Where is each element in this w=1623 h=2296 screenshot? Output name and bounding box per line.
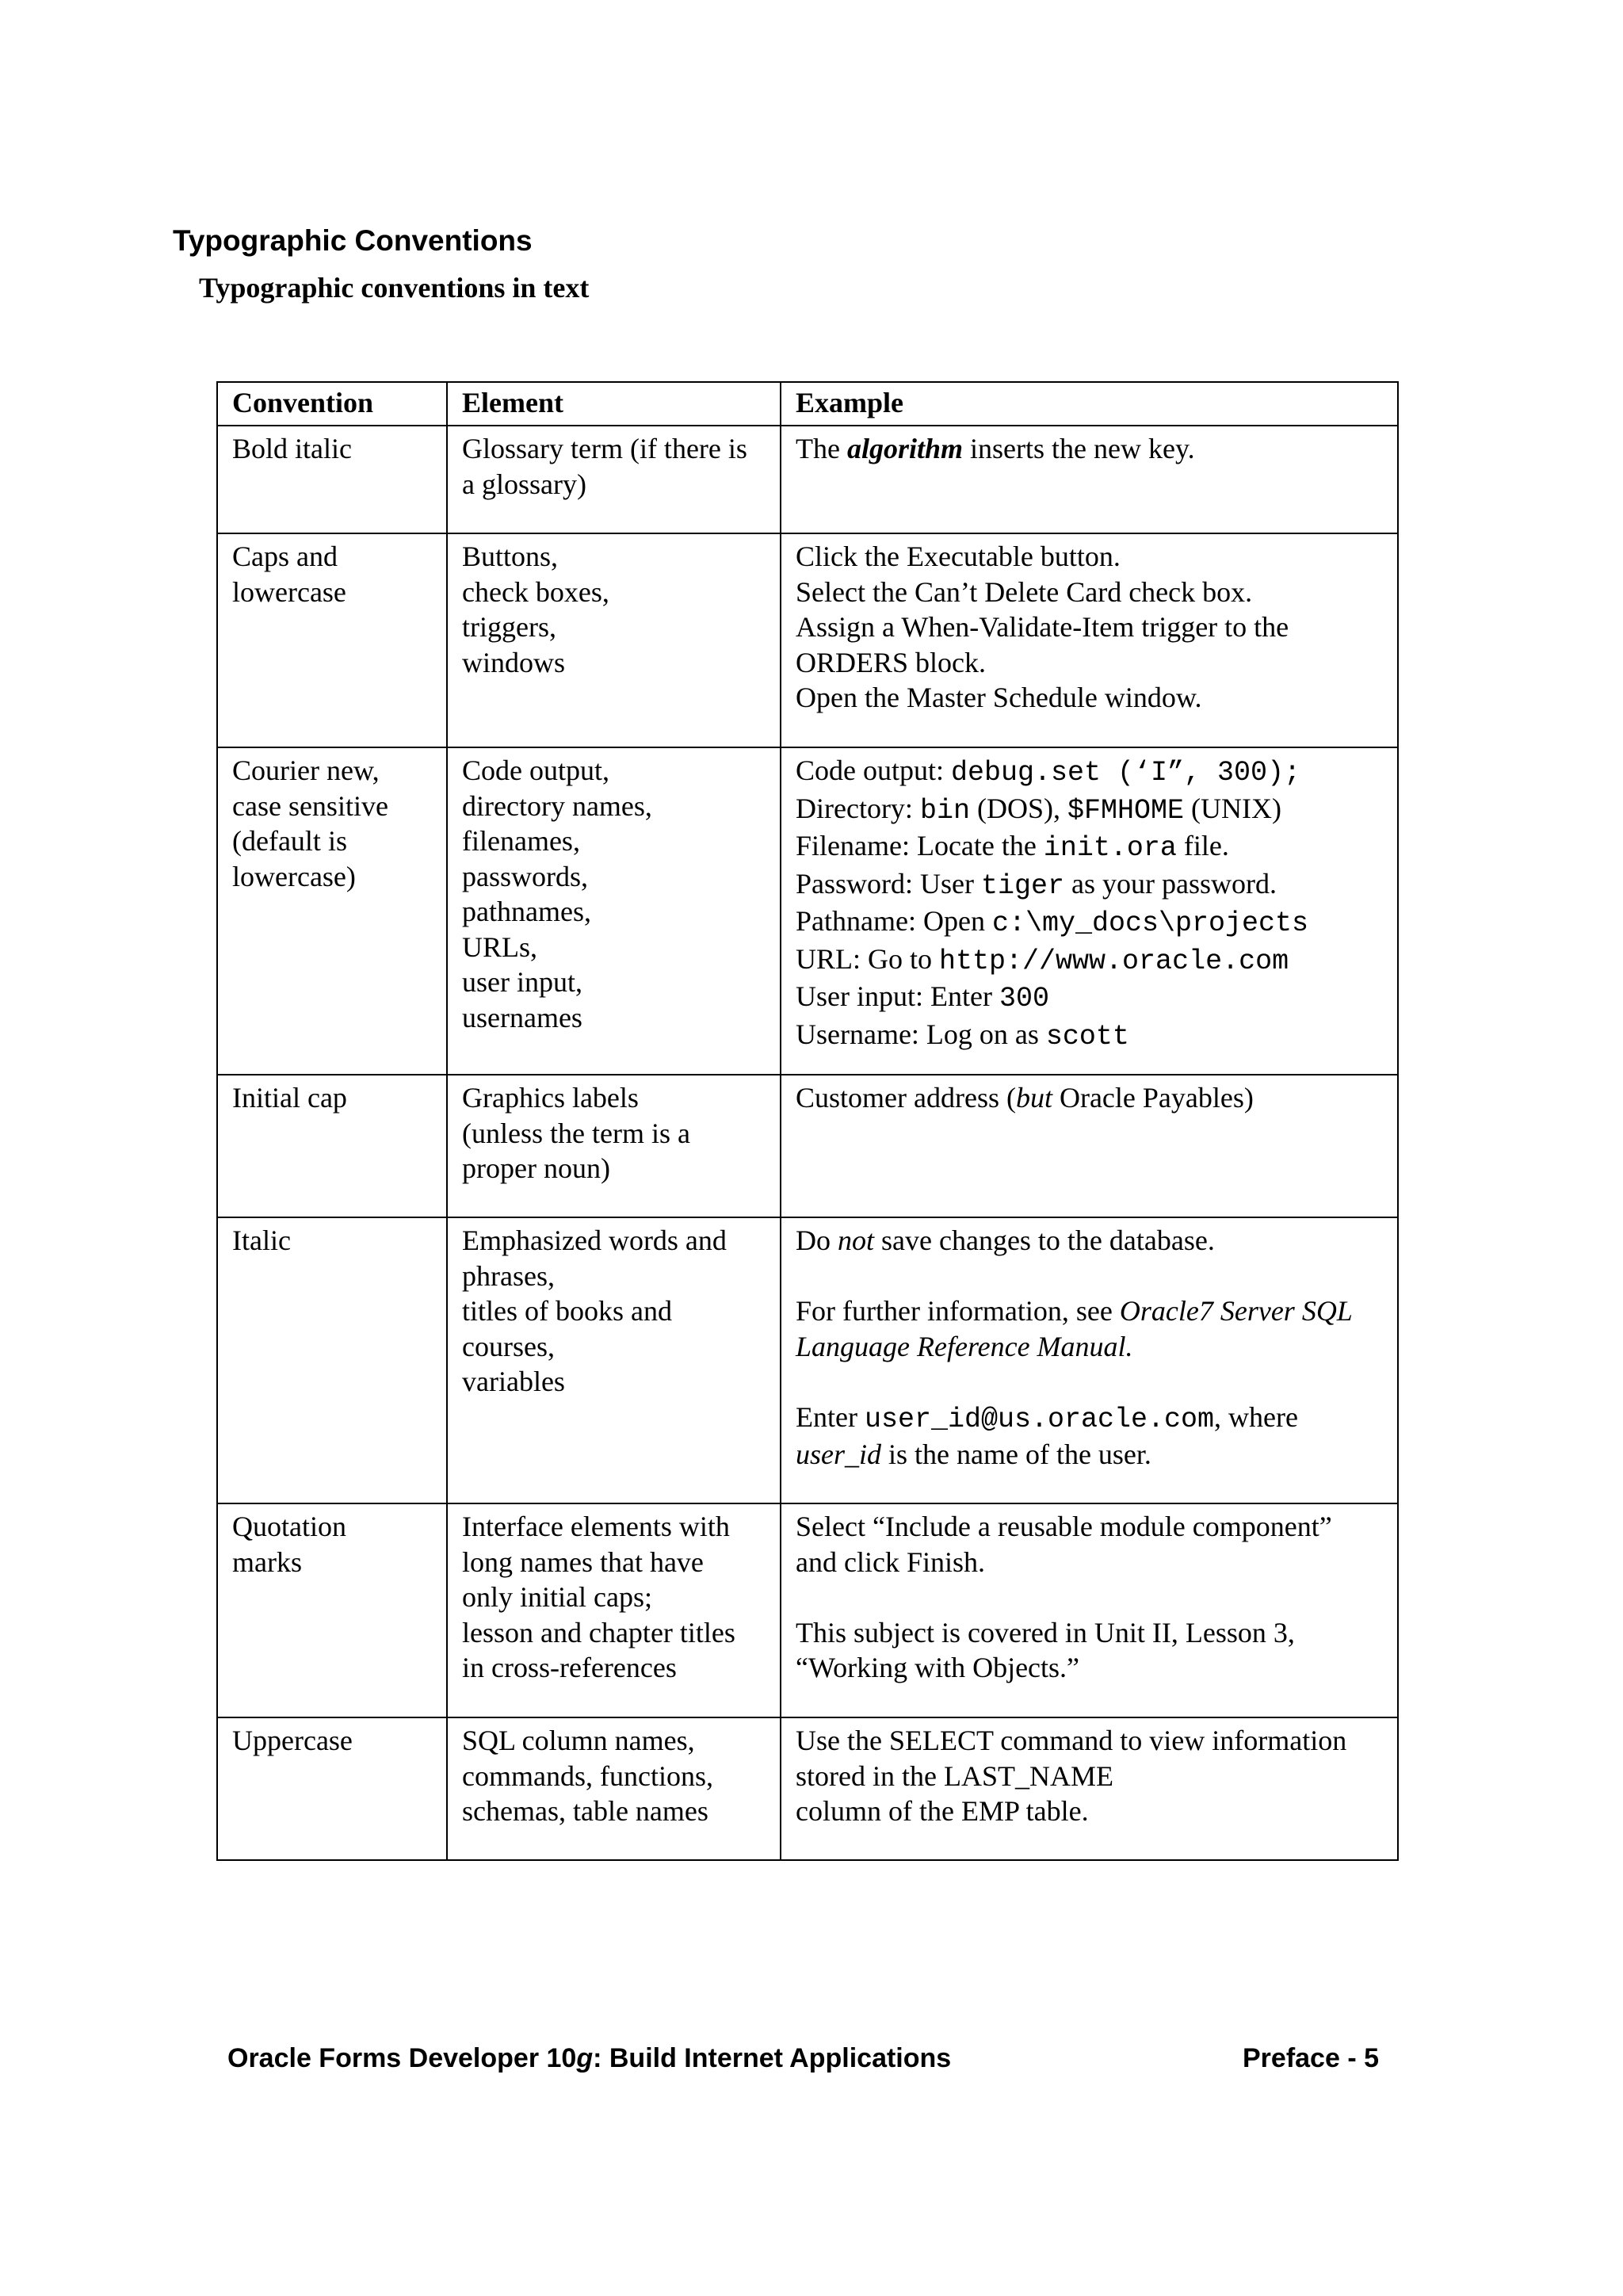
example-line — [796, 791, 1383, 829]
example-text: Password: User — [796, 867, 981, 900]
footer-title-pre: Oracle Forms Developer 10 — [227, 2043, 577, 2073]
table-row — [217, 426, 1398, 533]
convention-line: Italic — [232, 1224, 291, 1256]
code-text: init.ora — [1043, 832, 1177, 864]
example-line — [796, 1794, 1383, 1829]
example-text: For further information, see — [796, 1295, 1120, 1327]
example-line — [796, 1400, 1383, 1438]
convention-cell — [217, 1717, 447, 1860]
example-text: The — [796, 433, 847, 464]
example-line — [796, 866, 1383, 904]
example-text: stored in the LAST_NAME — [796, 1759, 1113, 1792]
example-text: column of the EMP table. — [796, 1795, 1089, 1827]
code-text: debug.set (‘I”, 300); — [951, 757, 1301, 789]
example-line — [796, 1437, 1383, 1473]
example-line — [796, 904, 1383, 942]
convention-line: Courier new, — [232, 755, 380, 786]
example-line — [796, 1017, 1383, 1055]
element-line: pathnames, — [462, 896, 591, 927]
example-line — [796, 539, 1383, 575]
example-cell — [781, 1503, 1398, 1717]
section-subheading: Typographic conventions in text — [199, 272, 590, 304]
convention-line: case sensitive — [232, 789, 388, 822]
convention-cell — [217, 1075, 447, 1217]
emphasis-text: but — [1015, 1082, 1052, 1114]
example-line — [796, 575, 1383, 610]
code-text: http://www.oracle.com — [939, 945, 1289, 977]
example-cell — [781, 747, 1398, 1075]
table-row — [217, 1075, 1398, 1217]
example-text: URL: Go to — [796, 942, 940, 975]
footer-title-italic: g — [576, 2043, 594, 2073]
element-line: Emphasized words and — [462, 1224, 727, 1256]
convention-line: marks — [232, 1545, 302, 1578]
table-body — [217, 426, 1398, 1860]
element-line: titles of books and — [462, 1295, 672, 1327]
element-line: passwords, — [462, 860, 588, 892]
example-text: This subject is covered in Unit II, Lesson 3, — [796, 1616, 1295, 1648]
example-line — [796, 753, 1383, 791]
example-line — [796, 1723, 1383, 1759]
convention-line: (default is — [232, 825, 347, 857]
element-line: lesson and chapter titles — [462, 1616, 735, 1648]
footer-title-post: : Build Internet Applications — [593, 2043, 952, 2073]
example-text: Assign a When-Validate-Item trigger to the — [796, 611, 1289, 643]
example-text: Enter — [796, 1400, 865, 1433]
example-line — [796, 942, 1383, 980]
example-text: , where — [1214, 1400, 1298, 1433]
example-text: Select the Can’t Delete Card check box. — [796, 575, 1253, 608]
footer-title — [227, 2042, 951, 2075]
example-text: “Working with Objects.” — [796, 1652, 1080, 1683]
element-cell — [447, 747, 781, 1075]
example-line — [796, 431, 1383, 467]
example-text: Do — [796, 1224, 838, 1256]
convention-cell — [217, 747, 447, 1075]
table-row — [217, 1217, 1398, 1503]
example-text: (DOS), — [969, 792, 1067, 824]
conventions-table — [216, 381, 1399, 1861]
example-text: Pathname: Open — [796, 905, 992, 937]
convention-line: lowercase — [232, 575, 346, 608]
element-line: long names that have — [462, 1545, 704, 1578]
element-line: commands, functions, — [462, 1759, 713, 1792]
table-header-row — [217, 382, 1398, 426]
example-line — [796, 828, 1383, 866]
example-cell — [781, 533, 1398, 747]
example-text: Customer address ( — [796, 1082, 1016, 1114]
element-line: windows — [462, 646, 566, 678]
example-text: inserts the new key. — [963, 433, 1195, 464]
convention-line: Initial cap — [232, 1082, 347, 1114]
example-line — [796, 1329, 1383, 1365]
header-example: Example — [781, 382, 1398, 426]
table-row — [217, 1503, 1398, 1717]
element-line: triggers, — [462, 611, 556, 643]
example-gap — [796, 1259, 1383, 1294]
example-text: Oracle Payables) — [1052, 1082, 1254, 1114]
emphasis-text: algorithm — [846, 433, 964, 464]
example-text: Select “Include a reusable module component” — [796, 1511, 1332, 1542]
convention-cell — [217, 533, 447, 747]
example-line — [796, 609, 1383, 645]
code-text: user_id@us.oracle.com — [864, 1403, 1215, 1435]
example-line — [796, 1650, 1383, 1686]
element-line: Code output, — [462, 755, 609, 786]
example-text: and click Finish. — [796, 1545, 985, 1578]
header-element: Element — [447, 382, 781, 426]
example-text: User input: Enter — [796, 980, 999, 1012]
convention-line: lowercase) — [232, 860, 356, 892]
element-line: Graphics labels — [462, 1082, 639, 1114]
element-line: URLs, — [462, 930, 538, 963]
element-line: check boxes, — [462, 575, 609, 608]
convention-cell — [217, 1217, 447, 1503]
element-line: SQL column names, — [462, 1725, 695, 1756]
example-line — [796, 1759, 1383, 1794]
code-text: $FMHOME — [1067, 794, 1184, 827]
element-cell — [447, 1217, 781, 1503]
example-text: Code output: — [796, 755, 951, 786]
header-convention: Convention — [217, 382, 447, 426]
element-cell — [447, 1503, 781, 1717]
code-text: 300 — [999, 983, 1049, 1014]
example-cell — [781, 1217, 1398, 1503]
element-line: only initial caps; — [462, 1581, 652, 1613]
example-line — [796, 680, 1383, 716]
example-text: save changes to the database. — [874, 1224, 1215, 1256]
element-line: usernames — [462, 1001, 582, 1033]
example-line — [796, 1293, 1383, 1329]
convention-line: Bold italic — [232, 433, 352, 464]
example-text: Click the Executable button. — [796, 541, 1121, 572]
example-text: Use the SELECT command to view information — [796, 1725, 1347, 1756]
example-line — [796, 1080, 1383, 1116]
code-text: tiger — [980, 869, 1065, 902]
element-cell — [447, 426, 781, 533]
element-cell — [447, 533, 781, 747]
emphasis-text: Language Reference Manual. — [796, 1330, 1133, 1362]
example-cell — [781, 1075, 1398, 1217]
example-text: is the name of the user. — [881, 1438, 1151, 1470]
emphasis-text: user_id — [796, 1438, 881, 1470]
example-line — [796, 645, 1383, 681]
example-line — [796, 1223, 1383, 1259]
example-text: ORDERS block. — [796, 646, 987, 678]
example-gap — [796, 1580, 1383, 1615]
example-cell — [781, 1717, 1398, 1860]
example-line — [796, 1509, 1383, 1545]
code-text: c:\my_docs\projects — [991, 907, 1309, 939]
example-line — [796, 1615, 1383, 1651]
code-text: bin — [919, 794, 970, 827]
element-line: variables — [462, 1366, 565, 1397]
example-text: Filename: Locate the — [796, 830, 1044, 861]
element-line: in cross-references — [462, 1652, 677, 1683]
example-line — [796, 979, 1383, 1017]
example-text: as your password. — [1064, 867, 1277, 900]
element-line: user input, — [462, 966, 582, 998]
code-text: scott — [1045, 1020, 1129, 1052]
example-gap — [796, 1364, 1383, 1400]
example-text: (UNIX) — [1183, 792, 1281, 824]
example-text: Directory: — [796, 792, 920, 824]
footer-page-label: Preface - 5 — [1243, 2043, 1379, 2073]
element-line: phrases, — [462, 1259, 555, 1292]
convention-line: Caps and — [232, 541, 338, 572]
convention-cell — [217, 426, 447, 533]
table-row — [217, 1717, 1398, 1860]
convention-line: Uppercase — [232, 1725, 353, 1756]
example-text: Open the Master Schedule window. — [796, 682, 1202, 713]
example-cell — [781, 426, 1398, 533]
table-row — [217, 533, 1398, 747]
emphasis-text: not — [838, 1224, 875, 1256]
element-cell — [447, 1075, 781, 1217]
element-line: (unless the term is a — [462, 1117, 690, 1149]
element-line: courses, — [462, 1330, 555, 1362]
example-text: Username: Log on as — [796, 1018, 1046, 1050]
example-text: file. — [1176, 830, 1229, 861]
convention-cell — [217, 1503, 447, 1717]
element-line: schemas, table names — [462, 1795, 708, 1827]
section-heading: Typographic Conventions — [173, 224, 533, 257]
example-line — [796, 1545, 1383, 1580]
element-line: directory names, — [462, 789, 652, 822]
element-line: Glossary term (if there is a glossary) — [462, 433, 747, 500]
element-line: Buttons, — [462, 541, 559, 572]
table-row — [217, 747, 1398, 1075]
convention-line: Quotation — [232, 1511, 346, 1542]
element-line: proper noun) — [462, 1152, 610, 1184]
element-line: filenames, — [462, 825, 580, 857]
element-cell — [447, 1717, 781, 1860]
element-line: Interface elements with — [462, 1511, 730, 1542]
emphasis-text: Oracle7 Server SQL — [1119, 1295, 1353, 1327]
